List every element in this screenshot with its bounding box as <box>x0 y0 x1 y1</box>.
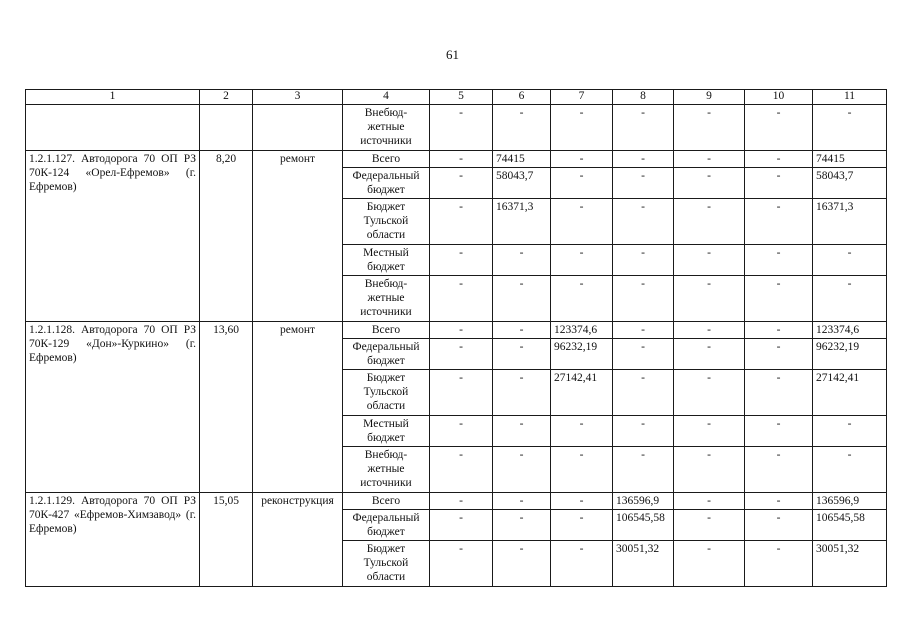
empty-cell <box>200 105 253 151</box>
amount-cell-col-7: - <box>551 105 613 151</box>
budget-table <box>25 89 887 587</box>
amount-cell-col-9: - <box>674 339 745 370</box>
amount-cell-col-11: 106545,58 <box>813 510 887 541</box>
amount-cell-col-9: - <box>674 322 745 339</box>
amount-cell-col-8: - <box>613 339 674 370</box>
amount-cell-col-11: 58043,7 <box>813 168 887 199</box>
amount-cell-col-5: - <box>430 493 493 510</box>
amount-cell-col-7: - <box>551 276 613 322</box>
amount-cell-col-9: - <box>674 276 745 322</box>
amount-cell-col-5: - <box>430 510 493 541</box>
column-header-7: 7 <box>551 90 613 105</box>
amount-cell-col-5: - <box>430 416 493 447</box>
amount-cell-col-10: - <box>745 245 813 276</box>
amount-cell-col-6: - <box>493 416 551 447</box>
road-object-name: 1.2.1.127. Автодорога 70 ОП РЗ 70К-124 «Орел-Ефремов» (г. Ефремов) <box>26 151 200 322</box>
amount-cell-col-7: - <box>551 510 613 541</box>
amount-cell-col-8: - <box>613 322 674 339</box>
amount-cell-col-5: - <box>430 105 493 151</box>
amount-cell-col-11: 136596,9 <box>813 493 887 510</box>
column-header-3: 3 <box>253 90 343 105</box>
amount-cell-col-7: - <box>551 447 613 493</box>
amount-cell-col-11: 74415 <box>813 151 887 168</box>
amount-cell-col-7: 96232,19 <box>551 339 613 370</box>
funding-source: Всего <box>343 151 430 168</box>
amount-cell-col-10: - <box>745 105 813 151</box>
amount-cell-col-7: - <box>551 245 613 276</box>
amount-cell-col-6: - <box>493 322 551 339</box>
road-length: 15,05 <box>200 493 253 587</box>
amount-cell-col-10: - <box>745 541 813 587</box>
amount-cell-col-5: - <box>430 168 493 199</box>
amount-cell-col-6: 16371,3 <box>493 199 551 245</box>
amount-cell-col-7: - <box>551 199 613 245</box>
amount-cell-col-9: - <box>674 168 745 199</box>
amount-cell-col-11: - <box>813 245 887 276</box>
amount-cell-col-10: - <box>745 416 813 447</box>
funding-source: Внебюд- жетные источники <box>343 447 430 493</box>
amount-cell-col-9: - <box>674 105 745 151</box>
amount-cell-col-8: 30051,32 <box>613 541 674 587</box>
amount-cell-col-6: - <box>493 276 551 322</box>
empty-cell <box>26 105 200 151</box>
amount-cell-col-6: 74415 <box>493 151 551 168</box>
amount-cell-col-5: - <box>430 370 493 416</box>
table-row <box>26 493 887 510</box>
funding-source: Местный бюджет <box>343 416 430 447</box>
funding-source: Всего <box>343 493 430 510</box>
amount-cell-col-10: - <box>745 276 813 322</box>
amount-cell-col-9: - <box>674 447 745 493</box>
amount-cell-col-8: 106545,58 <box>613 510 674 541</box>
amount-cell-col-7: - <box>551 168 613 199</box>
amount-cell-col-6: - <box>493 105 551 151</box>
column-header-5: 5 <box>430 90 493 105</box>
amount-cell-col-10: - <box>745 493 813 510</box>
amount-cell-col-8: - <box>613 105 674 151</box>
column-header-1: 1 <box>26 90 200 105</box>
table-row <box>26 151 887 168</box>
amount-cell-col-10: - <box>745 339 813 370</box>
amount-cell-col-9: - <box>674 199 745 245</box>
work-type: ремонт <box>253 151 343 322</box>
column-header-4: 4 <box>343 90 430 105</box>
amount-cell-col-8: - <box>613 276 674 322</box>
amount-cell-col-8: 136596,9 <box>613 493 674 510</box>
funding-source: Федеральный бюджет <box>343 168 430 199</box>
amount-cell-col-8: - <box>613 151 674 168</box>
amount-cell-col-8: - <box>613 245 674 276</box>
road-object-name: 1.2.1.128. Автодорога 70 ОП РЗ 70К-129 «Дон»-Куркино» (г. Ефремов) <box>26 322 200 493</box>
amount-cell-col-11: 16371,3 <box>813 199 887 245</box>
amount-cell-col-7: - <box>551 151 613 168</box>
amount-cell-col-11: - <box>813 447 887 493</box>
amount-cell-col-6: - <box>493 447 551 493</box>
column-header-6: 6 <box>493 90 551 105</box>
amount-cell-col-5: - <box>430 322 493 339</box>
amount-cell-col-11: - <box>813 105 887 151</box>
amount-cell-col-7: 27142,41 <box>551 370 613 416</box>
column-header-11: 11 <box>813 90 887 105</box>
amount-cell-col-9: - <box>674 493 745 510</box>
amount-cell-col-10: - <box>745 370 813 416</box>
amount-cell-col-8: - <box>613 199 674 245</box>
amount-cell-col-10: - <box>745 322 813 339</box>
amount-cell-col-9: - <box>674 370 745 416</box>
amount-cell-col-9: - <box>674 510 745 541</box>
amount-cell-col-7: - <box>551 493 613 510</box>
amount-cell-col-9: - <box>674 541 745 587</box>
amount-cell-col-10: - <box>745 151 813 168</box>
amount-cell-col-6: 58043,7 <box>493 168 551 199</box>
amount-cell-col-11: 96232,19 <box>813 339 887 370</box>
amount-cell-col-5: - <box>430 151 493 168</box>
column-header-10: 10 <box>745 90 813 105</box>
amount-cell-col-9: - <box>674 245 745 276</box>
funding-source: Федеральный бюджет <box>343 339 430 370</box>
amount-cell-col-10: - <box>745 447 813 493</box>
amount-cell-col-8: - <box>613 168 674 199</box>
amount-cell-col-11: 30051,32 <box>813 541 887 587</box>
amount-cell-col-6: - <box>493 493 551 510</box>
amount-cell-col-6: - <box>493 339 551 370</box>
amount-cell-col-7: 123374,6 <box>551 322 613 339</box>
amount-cell-col-8: - <box>613 370 674 416</box>
amount-cell-col-10: - <box>745 199 813 245</box>
table-row <box>26 322 887 339</box>
work-type: ремонт <box>253 322 343 493</box>
amount-cell-col-11: 27142,41 <box>813 370 887 416</box>
amount-cell-col-9: - <box>674 151 745 168</box>
empty-cell <box>253 105 343 151</box>
amount-cell-col-10: - <box>745 510 813 541</box>
amount-cell-col-6: - <box>493 510 551 541</box>
header-row <box>26 90 887 105</box>
table-row <box>26 105 887 151</box>
amount-cell-col-11: 123374,6 <box>813 322 887 339</box>
amount-cell-col-8: - <box>613 416 674 447</box>
amount-cell-col-5: - <box>430 447 493 493</box>
amount-cell-col-6: - <box>493 245 551 276</box>
funding-source: Бюджет Тульской области <box>343 199 430 245</box>
funding-source: Всего <box>343 322 430 339</box>
column-header-8: 8 <box>613 90 674 105</box>
road-length: 8,20 <box>200 151 253 322</box>
amount-cell-col-11: - <box>813 276 887 322</box>
amount-cell-col-5: - <box>430 339 493 370</box>
column-header-2: 2 <box>200 90 253 105</box>
page-number: 61 <box>446 47 459 62</box>
funding-source: Внебюд- жетные источники <box>343 276 430 322</box>
amount-cell-col-5: - <box>430 541 493 587</box>
amount-cell-col-7: - <box>551 416 613 447</box>
funding-source: Бюджет Тульской области <box>343 370 430 416</box>
amount-cell-col-10: - <box>745 168 813 199</box>
funding-source: Бюджет Тульской области <box>343 541 430 587</box>
amount-cell-col-8: - <box>613 447 674 493</box>
funding-source: Федеральный бюджет <box>343 510 430 541</box>
funding-source: Местный бюджет <box>343 245 430 276</box>
amount-cell-col-5: - <box>430 199 493 245</box>
amount-cell-col-7: - <box>551 541 613 587</box>
amount-cell-col-5: - <box>430 276 493 322</box>
amount-cell-col-6: - <box>493 541 551 587</box>
amount-cell-col-11: - <box>813 416 887 447</box>
amount-cell-col-6: - <box>493 370 551 416</box>
work-type: реконструкция <box>253 493 343 587</box>
funding-source: Внебюд- жетные источники <box>343 105 430 151</box>
amount-cell-col-9: - <box>674 416 745 447</box>
road-object-name: 1.2.1.129. Автодорога 70 ОП РЗ 70К-427 «Ефремов-Химзавод» (г. Ефремов) <box>26 493 200 587</box>
table-body <box>26 105 887 587</box>
road-length: 13,60 <box>200 322 253 493</box>
column-header-9: 9 <box>674 90 745 105</box>
amount-cell-col-5: - <box>430 245 493 276</box>
